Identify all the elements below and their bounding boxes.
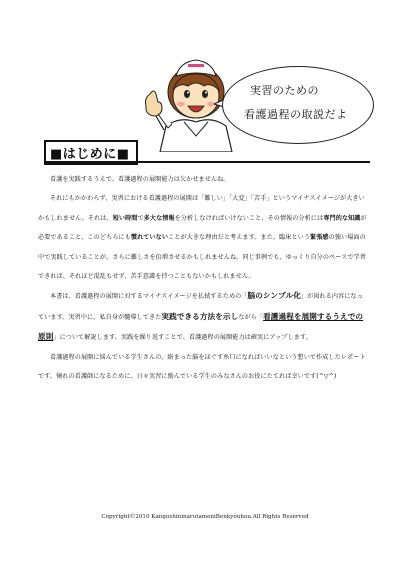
emphasis-text: 実践できる方法を示し: [161, 311, 239, 321]
paragraph: [38, 348, 368, 387]
paragraph-text: ながら「: [238, 313, 264, 321]
paragraph-text: が必要であること、このどちらにも: [38, 214, 367, 242]
body-text: [38, 170, 368, 386]
paragraph-text: で: [137, 214, 144, 222]
emphasis-text: 短い時間: [112, 214, 138, 222]
paragraph: [38, 286, 368, 347]
paragraph-text: それにもかかわらず、実習における看護過程の展開は「難しい」「大変」「苦手」というマイナスイメージが大きいかもしれません。それは、: [38, 195, 365, 222]
section-heading: ■はじめに■: [44, 140, 138, 165]
heading-underline: [44, 161, 370, 163]
emphasis-text: 多大な情報: [143, 214, 175, 222]
paragraph-text: の強い場面の中で実践していることが、さらに難しさを倍増させるかもしれませんね。同じ事例でも、ゆっくり自分のペースで学習できれば、それほど混乱もせず、苦手意識を持つこともないかもしれません。: [38, 234, 366, 281]
paragraph-text: ことが大きな理由だと考えます。また、臨床という: [168, 234, 311, 242]
paragraph: [38, 170, 368, 189]
speech-bubble-line1: 実習のための: [250, 84, 319, 97]
speech-bubble: [222, 66, 374, 144]
emphasis-text: 慣れていない: [130, 234, 169, 242]
paragraph-text: 」が図れる内容になっています。実習中に、私自身が髄導してきた: [38, 293, 363, 321]
emphasis-text: 脳のシンプル化: [247, 291, 301, 301]
paragraph-text: 」について解説します。実践を繰り返すことで、看護過程の展開能力は確実にアップします。: [53, 334, 312, 342]
speech-bubble-line2: 看護過程の取説だよ: [244, 108, 348, 121]
emphasis-text: 専門的な知識: [323, 214, 361, 222]
paragraph-text: 看護過程の展開に悩んでいる学生さんの、絡まった脳をほぐす糸口になればいいなという想いで作成したレポートです。憧れの看護師になるために、日々実習に励んでいる学生のみなさんのお役にたてれば幸いです(^▽^): [38, 353, 366, 381]
emphasis-text: 看護過程を展開するうえでの原則: [38, 311, 364, 342]
paragraph-text: を分析しなければいけないこと、その情報の分析には: [174, 214, 324, 222]
paragraph-text: 本書は、看護過程の展開に対するマイナスイメージを払拭するための「: [50, 293, 248, 301]
copyright-notice: Copyright©2010 KangoshininarutameniBenkyouhou.All Rights Reserved: [101, 514, 309, 520]
emphasis-text: 緊張感: [310, 234, 329, 242]
paragraph-text: 看護を実践するうえで、看護過程の展開能力は欠かせませんね。: [50, 176, 230, 183]
paragraph: [38, 189, 368, 286]
